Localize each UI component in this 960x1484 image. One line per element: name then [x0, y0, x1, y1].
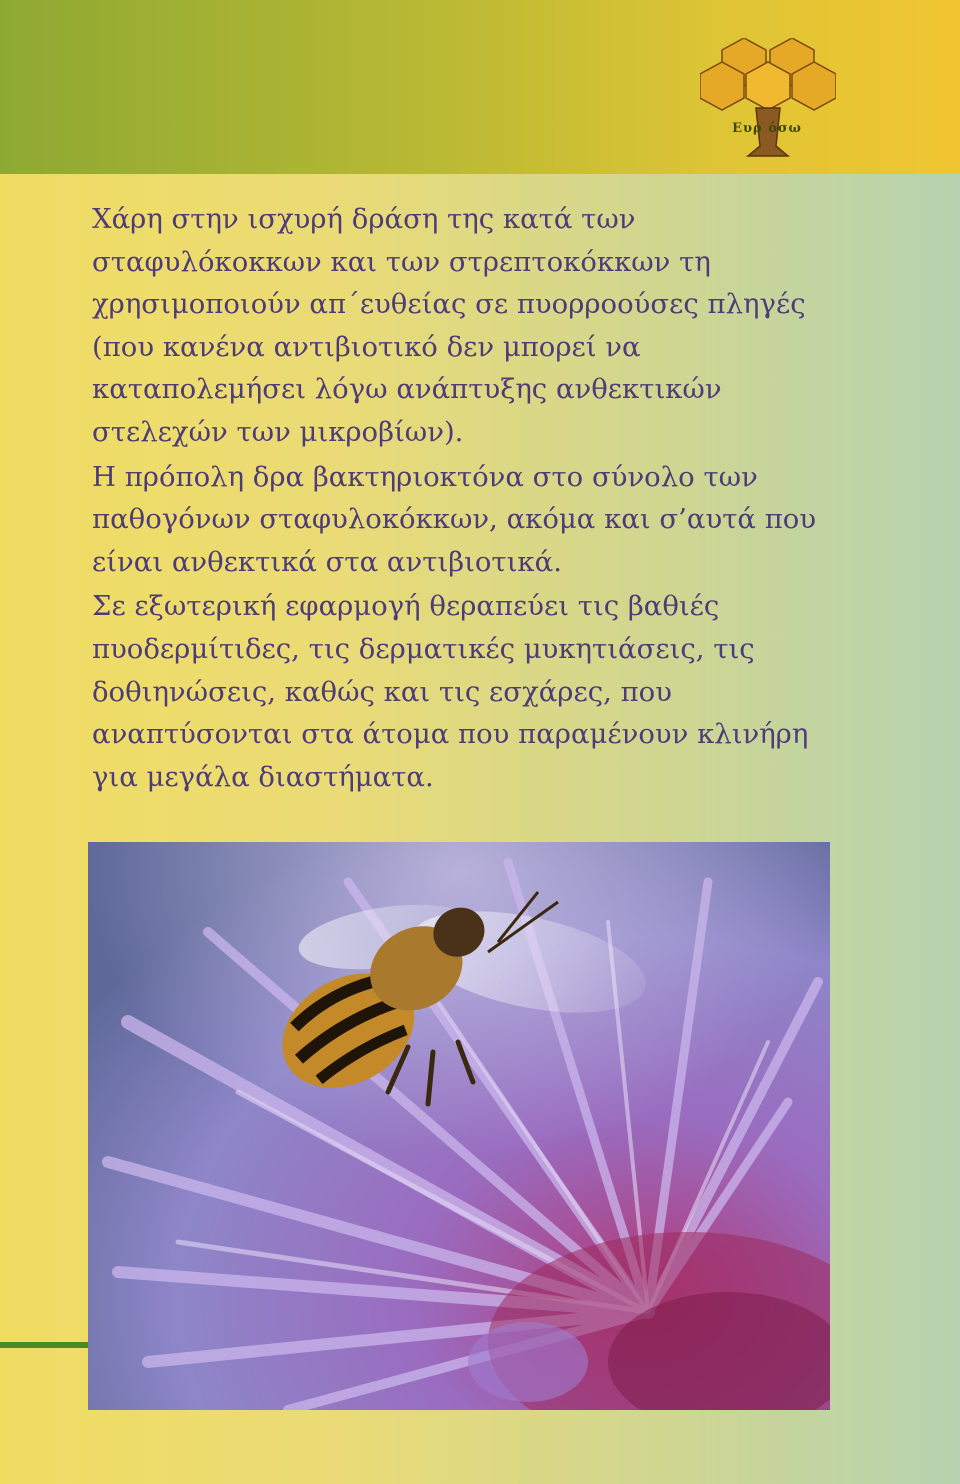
- green-rule: [0, 1342, 88, 1348]
- honeycomb-tree-logo: [700, 38, 836, 168]
- paragraph-external-use: Σε εξωτερική εφαρμογή θεραπεύει τις βαθιές πυοδερμίτιδες, τις δερματικές μυκητιάσεις, τις δοθιηνώσεις, καθώς και τις εσχάρες, που αναπτύσονται στα άτομα που παραμένουν κλινήρη για μεγάλα διαστήματα.: [92, 590, 809, 793]
- article-text: [92, 198, 852, 798]
- bee-flower-photo: [88, 842, 830, 1410]
- paragraph-staphylococcus: Χάρη στην ισχυρή δράση της κατά των σταφυλόκοκκων και των στρεπτοκόκκων τη χρησιμοποιούν απ΄ευθείας σε πυορροούσες πληγές (που κανένα αντιβιοτικό δεν μπορεί να καταπολεμήσει λόγω ανάπτυξης ανθεκτικών στελεχών των μικροβίων).: [92, 203, 806, 448]
- paragraph-propolis: Η πρόπολη δρα βακτηριοκτόνα στο σύνολο των παθογόνων σταφυλοκόκκων, ακόμα και σ’αυτά που είναι ανθεκτικά στα αντιβιοτικά.: [92, 460, 817, 578]
- logo-text: Ευρ όσω: [732, 121, 802, 136]
